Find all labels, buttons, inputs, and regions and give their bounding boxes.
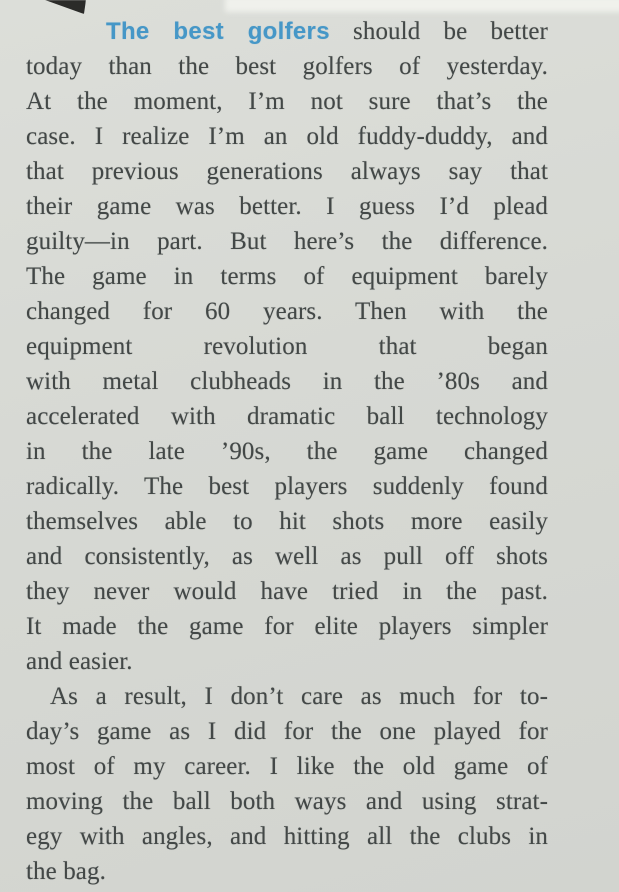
text-line: their game was better. I guess I’d plead <box>26 193 548 220</box>
text-line: radically. The best players suddenly found <box>26 473 548 500</box>
text-line: At the moment, I’m not sure that’s the <box>26 88 548 115</box>
text-line: moving the ball both ways and using strat- <box>26 788 548 815</box>
text-line: equipment revolution that began <box>26 333 548 360</box>
text-line: guilty—in part. But here’s the difference. <box>26 228 548 255</box>
text-line: today than the best golfers of yesterday. <box>26 53 548 80</box>
text-line: they never would have tried in the past. <box>26 578 548 605</box>
text-line: and easier. <box>26 648 133 675</box>
text-line: and consistently, as well as pull off shots <box>26 543 548 570</box>
text-line: case. I realize I’m an old fuddy-duddy, and <box>26 123 548 150</box>
text-line: day’s game as I did for the one played for <box>26 718 548 745</box>
scan-light-band <box>225 0 619 12</box>
text-line: As a result, I don’t care as much for to- <box>50 683 548 710</box>
text-line: The game in terms of equipment barely <box>26 263 548 290</box>
arrow-tip-graphic <box>45 0 86 14</box>
text-line: themselves able to hit shots more easily <box>26 508 548 535</box>
text-line: accelerated with dramatic ball technology <box>26 403 548 430</box>
lead-in-text: The best golfers <box>106 18 330 45</box>
text-line: with metal clubheads in the ’80s and <box>26 368 548 395</box>
text-line: egy with angles, and hitting all the clubs in <box>26 823 548 850</box>
paragraph <box>26 14 548 679</box>
article-text <box>26 14 548 889</box>
text-line: the bag. <box>26 858 106 885</box>
text-line: that previous generations always say that <box>26 158 548 185</box>
text-line: It made the game for elite players simpler <box>26 613 548 640</box>
paragraph <box>26 679 548 889</box>
text-line: in the late ’90s, the game changed <box>26 438 548 465</box>
text-line: most of my career. I like the old game of <box>26 753 548 780</box>
text-line: The best golfers should be better <box>106 18 548 45</box>
text-line: changed for 60 years. Then with the <box>26 298 548 325</box>
